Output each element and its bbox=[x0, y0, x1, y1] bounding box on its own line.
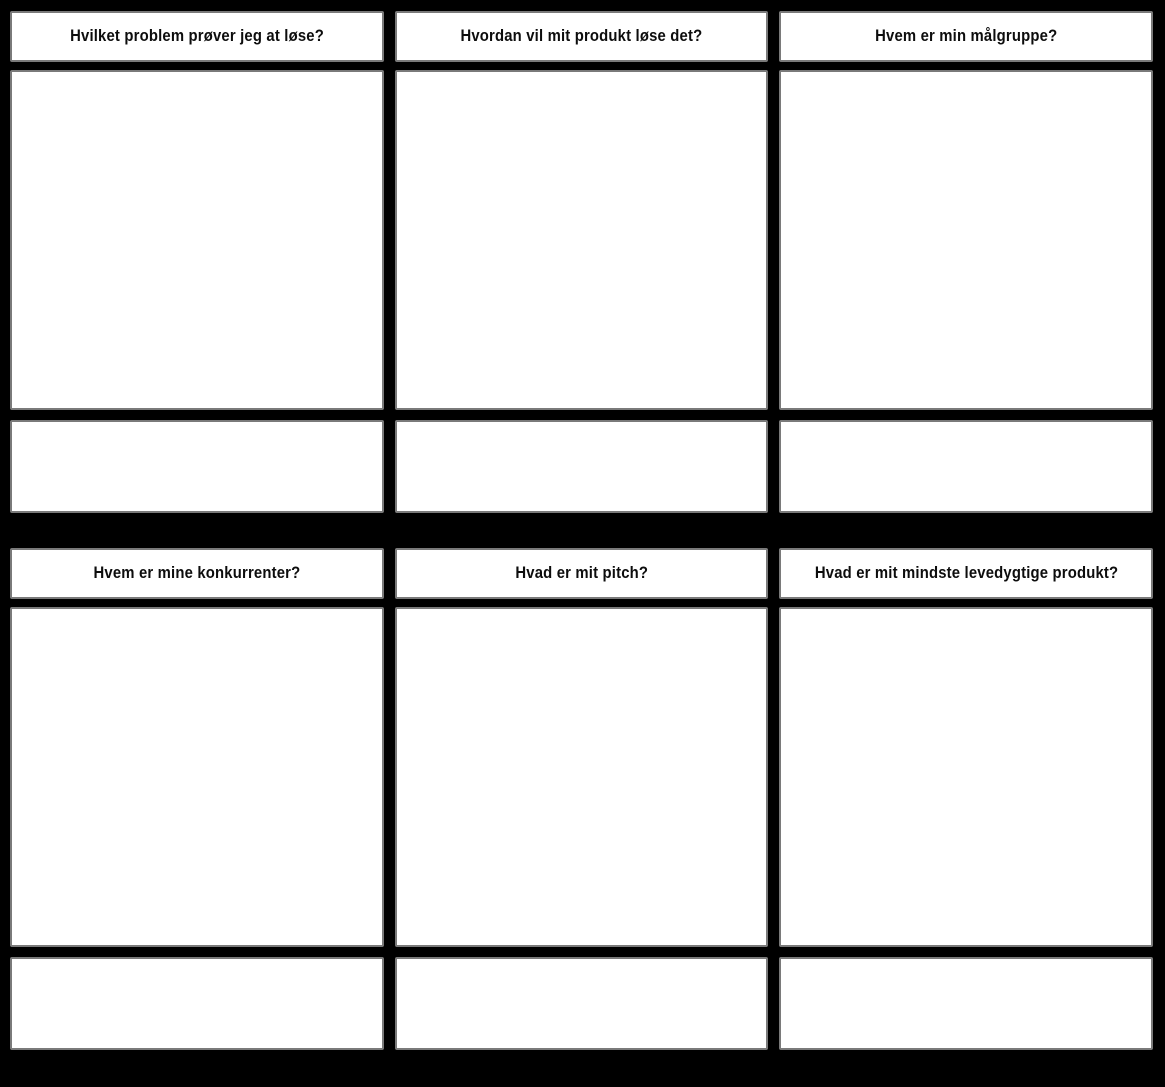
cell-description-area[interactable] bbox=[779, 420, 1153, 513]
cell-image-area[interactable] bbox=[10, 70, 384, 410]
cell-title-box[interactable] bbox=[395, 11, 769, 62]
storyboard-cell bbox=[10, 11, 384, 513]
storyboard-cell bbox=[395, 11, 769, 513]
storyboard-cell bbox=[779, 548, 1153, 1050]
cell-description-area[interactable] bbox=[395, 420, 769, 513]
storyboard-cell bbox=[395, 548, 769, 1050]
cell-image-area[interactable] bbox=[779, 70, 1153, 410]
storyboard-cell bbox=[779, 11, 1153, 513]
cell-title: Hvem er min målgruppe? bbox=[875, 27, 1058, 45]
cell-title-box[interactable] bbox=[779, 548, 1153, 599]
cell-image-area[interactable] bbox=[10, 607, 384, 947]
cell-title: Hvem er mine konkurrenter? bbox=[93, 564, 301, 582]
cell-title-box[interactable] bbox=[10, 548, 384, 599]
storyboard-cell bbox=[10, 548, 384, 1050]
cell-description-area[interactable] bbox=[395, 957, 769, 1050]
cell-title: Hvilket problem prøver jeg at løse? bbox=[69, 27, 324, 45]
cell-title-box[interactable] bbox=[779, 11, 1153, 62]
cell-title: Hvordan vil mit produkt løse det? bbox=[460, 27, 703, 45]
cell-image-area[interactable] bbox=[395, 70, 769, 410]
cell-description-area[interactable] bbox=[10, 957, 384, 1050]
cell-title-box[interactable] bbox=[10, 11, 384, 62]
cell-image-area[interactable] bbox=[395, 607, 769, 947]
cell-description-area[interactable] bbox=[10, 420, 384, 513]
cell-image-area[interactable] bbox=[779, 607, 1153, 947]
cell-title: Hvad er mit pitch? bbox=[515, 564, 648, 582]
cell-description-area[interactable] bbox=[779, 957, 1153, 1050]
cell-title-box[interactable] bbox=[395, 548, 769, 599]
cell-title: Hvad er mit mindste levedygtige produkt? bbox=[814, 564, 1118, 582]
